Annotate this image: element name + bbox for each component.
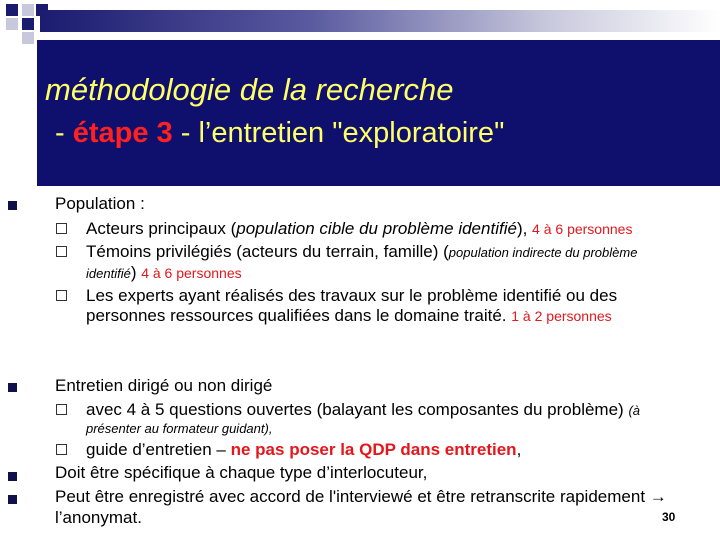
population-item-3-cont: personnes ressources qualifiées dans le domaine traité. 1 à 2 personnes — [86, 306, 612, 325]
bullet-square — [8, 472, 17, 481]
page-number: 30 — [662, 510, 676, 524]
title-line-2: - étape 3 - l’entretien "exploratoire" — [55, 117, 505, 149]
decor-square — [22, 4, 34, 16]
decor-square — [22, 18, 34, 30]
population-label: Population : — [55, 194, 145, 213]
population-item-2: Témoins privilégiés (acteurs du terrain, famille) (population indirecte du problème — [86, 242, 638, 261]
anonymat-line: l’anonymat. — [55, 508, 142, 527]
population-item-3: Les experts ayant réalisés des travaux sur le problème identifié ou des — [86, 286, 618, 305]
bullet-square — [8, 495, 17, 504]
title-box — [37, 40, 720, 186]
recorded-line: Peut être enregistré avec accord de l'interviewé et être retranscrite rapidement → — [55, 487, 667, 506]
checkbox-bullet — [56, 223, 67, 234]
population-item-1: Acteurs principaux (population cible du problème identifié), 4 à 6 personnes — [86, 219, 633, 238]
entretien-item-2: guide d’entretien – ne pas poser la QDP dans entretien, — [86, 440, 522, 459]
decor-square — [6, 18, 18, 30]
checkbox-bullet — [56, 246, 67, 257]
title-line-1: méthodologie de la recherche — [45, 72, 454, 107]
bullet-square — [8, 201, 17, 210]
bullet-square — [8, 383, 17, 392]
specific-line: Doit être spécifique à chaque type d’interlocuteur, — [55, 463, 428, 482]
arrow-icon: → — [649, 487, 667, 506]
checkbox-bullet — [56, 444, 67, 455]
entretien-item-1-cont: présenter au formateur guidant), — [86, 421, 273, 436]
population-item-2-cont: identifié) 4 à 6 personnes — [86, 263, 242, 282]
entretien-item-1: avec 4 à 5 questions ouvertes (balayant les composantes du problème) (à — [86, 400, 640, 419]
checkbox-bullet — [56, 404, 67, 415]
entretien-label: Entretien dirigé ou non dirigé — [55, 376, 273, 395]
decor-square — [22, 32, 34, 44]
checkbox-bullet — [56, 290, 67, 301]
header-gradient-band — [40, 10, 720, 32]
decor-square — [6, 4, 18, 16]
title-step: étape 3 — [72, 117, 173, 149]
